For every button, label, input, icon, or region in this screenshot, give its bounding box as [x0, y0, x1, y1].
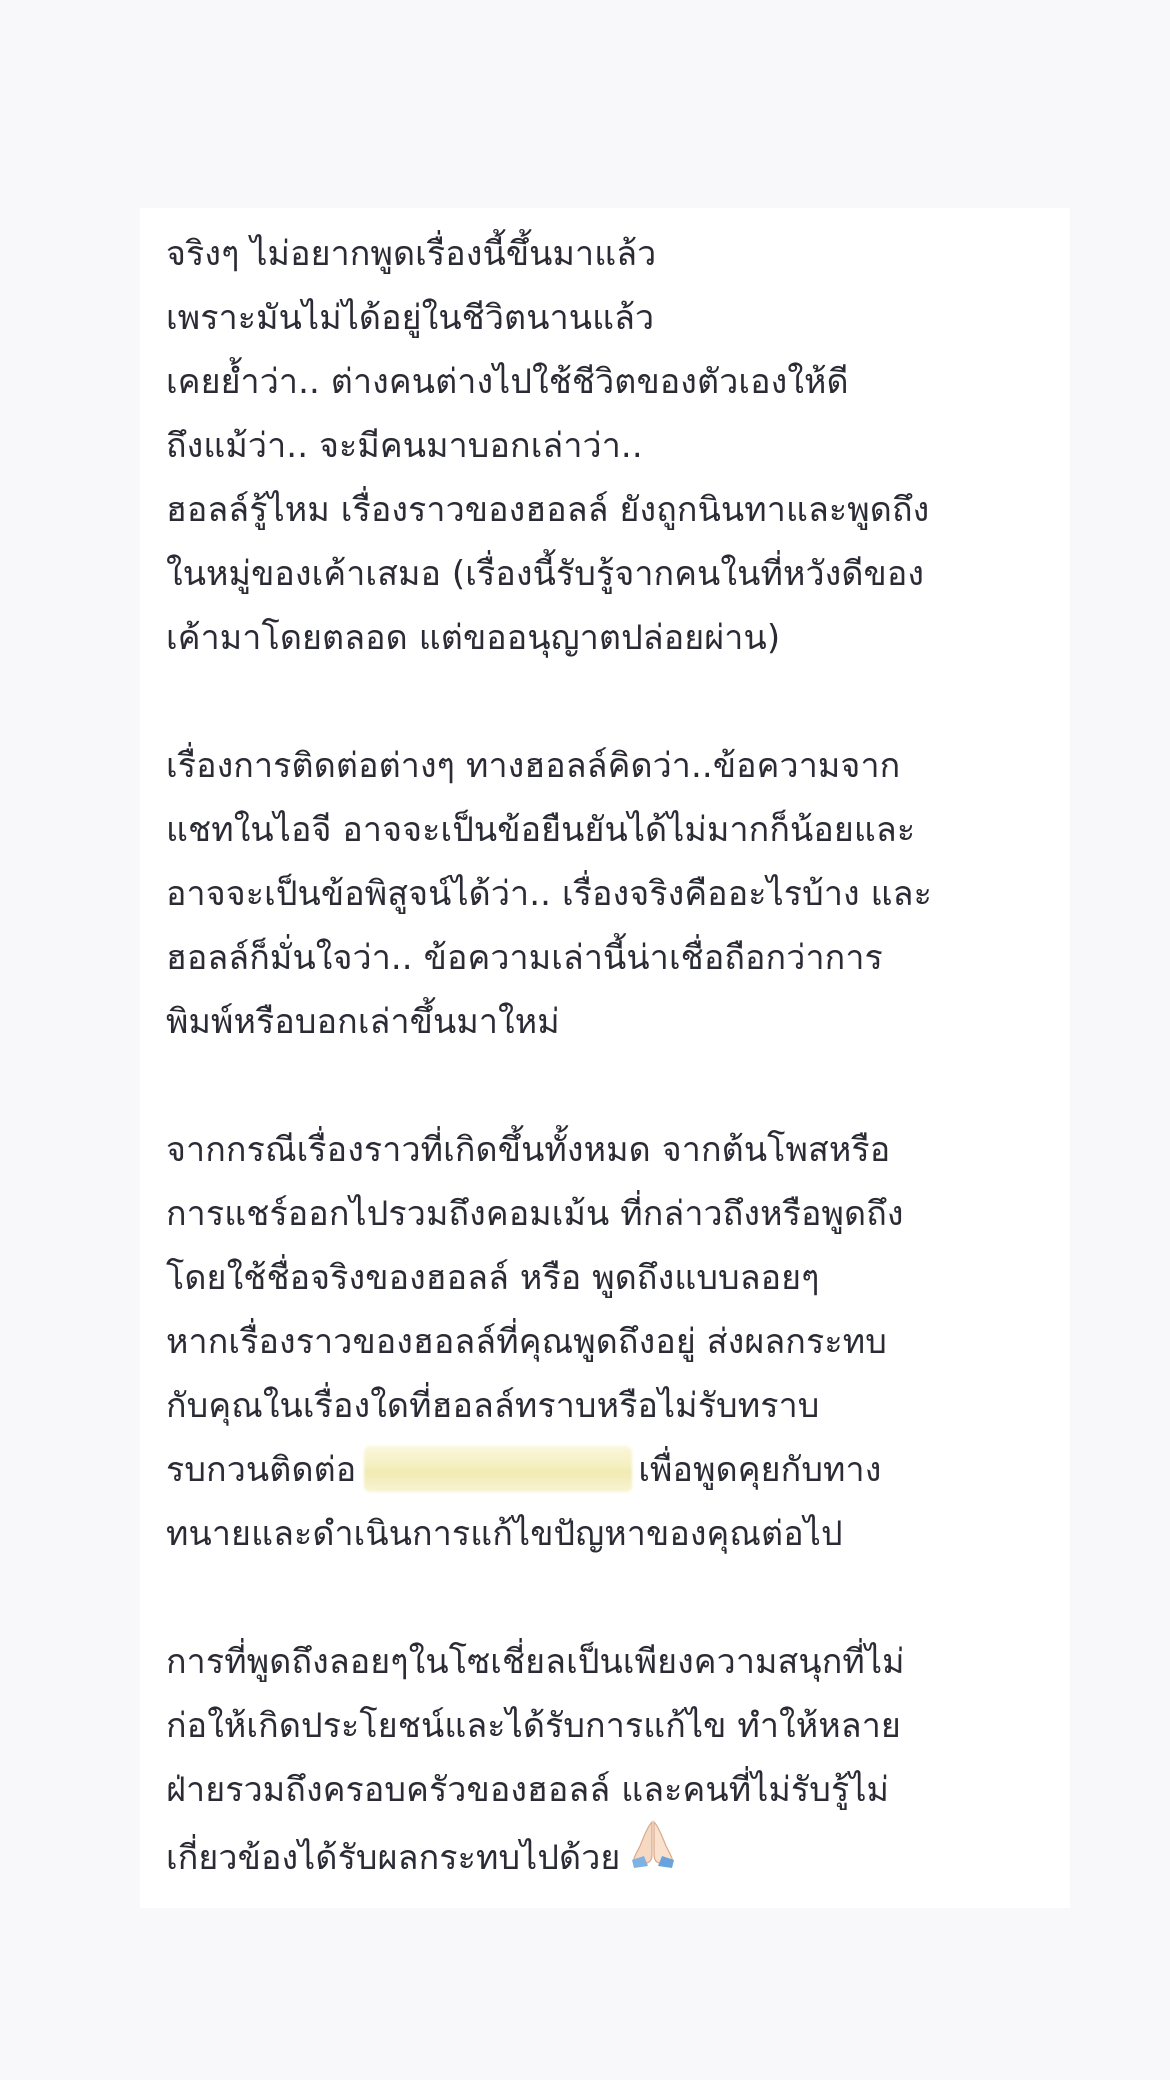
text-post-card — [140, 208, 1070, 1908]
paragraph-2 — [166, 734, 1046, 1054]
contact-prefix-text: รบกวนติดต่อ — [166, 1450, 357, 1490]
praying-hands-icon — [626, 1816, 680, 1891]
text-line: ฝ่ายรวมถึงครอบครัวของฮอลล์ และคนที่ไม่รับรู้ไม่ — [166, 1770, 890, 1810]
text-line: แชทในไอจี อาจจะเป็นข้อยืนยันได้ไม่มากก็น้อยและ — [166, 810, 916, 850]
paragraph-3 — [166, 1118, 1046, 1566]
text-line: การแชร์ออกไปรวมถึงคอมเม้น ที่กล่าวถึงหรือพูดถึง — [166, 1194, 904, 1234]
text-line: ฮอลล์รู้ไหม เรื่องราวของฮอลล์ ยังถูกนินทาและพูดถึง — [166, 490, 930, 530]
text-line: ถึงแม้ว่า.. จะมีคนมาบอกเล่าว่า.. — [166, 426, 643, 466]
text-line: จริงๆ ไม่อยากพูดเรื่องนี้ขึ้นมาแล้ว — [166, 234, 657, 274]
paragraph-4 — [166, 1630, 1046, 1897]
last-line — [166, 1822, 1046, 1897]
text-line: การที่พูดถึงลอยๆในโซเชี่ยลเป็นเพียงความสนุกที่ไม่ — [166, 1642, 905, 1682]
paragraph-1 — [166, 222, 1046, 670]
text-line: เคยย้ำว่า.. ต่างคนต่างไปใช้ชีวิตของตัวเองให้ดี — [166, 362, 849, 402]
text-line: อาจจะเป็นข้อพิสูจน์ได้ว่า.. เรื่องจริงคืออะไรบ้าง และ — [166, 874, 932, 914]
text-line: กับคุณในเรื่องใดที่ฮอลล์ทราบหรือไม่รับทราบ — [166, 1386, 820, 1426]
text-line: พิมพ์หรือบอกเล่าขึ้นมาใหม่ — [166, 1002, 560, 1042]
redacted-phone-number — [364, 1446, 632, 1492]
contact-suffix-text: เพื่อพูดคุยกับทาง — [638, 1450, 882, 1490]
text-line: ในหมู่ของเค้าเสมอ (เรื่องนี้รับรู้จากคนในที่หวังดีของ — [166, 554, 925, 594]
text-line: เพราะมันไม่ได้อยู่ในชีวิตนานแล้ว — [166, 298, 655, 338]
text-line: ฮอลล์ก็มั่นใจว่า.. ข้อความเล่านี้น่าเชื่อถือกว่าการ — [166, 938, 883, 978]
text-line: เกี่ยวข้องได้รับผลกระทบไปด้วย — [166, 1838, 621, 1878]
text-line: จากกรณีเรื่องราวที่เกิดขึ้นทั้งหมด จากต้นโพสหรือ — [166, 1130, 891, 1170]
contact-line — [166, 1438, 1046, 1502]
text-line: เรื่องการติดต่อต่างๆ ทางฮอลล์คิดว่า..ข้อความจาก — [166, 746, 901, 786]
text-line: หากเรื่องราวของฮอลล์ที่คุณพูดถึงอยู่ ส่งผลกระทบ — [166, 1322, 887, 1362]
text-line: เค้ามาโดยตลอด แต่ขออนุญาตปล่อยผ่าน) — [166, 618, 781, 658]
text-line: ก่อให้เกิดประโยชน์และได้รับการแก้ไข ทำให้หลาย — [166, 1706, 901, 1746]
text-line: โดยใช้ชื่อจริงของฮอลล์ หรือ พูดถึงแบบลอยๆ — [166, 1258, 820, 1298]
text-line: ทนายและดำเนินการแก้ไขปัญหาของคุณต่อไป — [166, 1514, 843, 1554]
